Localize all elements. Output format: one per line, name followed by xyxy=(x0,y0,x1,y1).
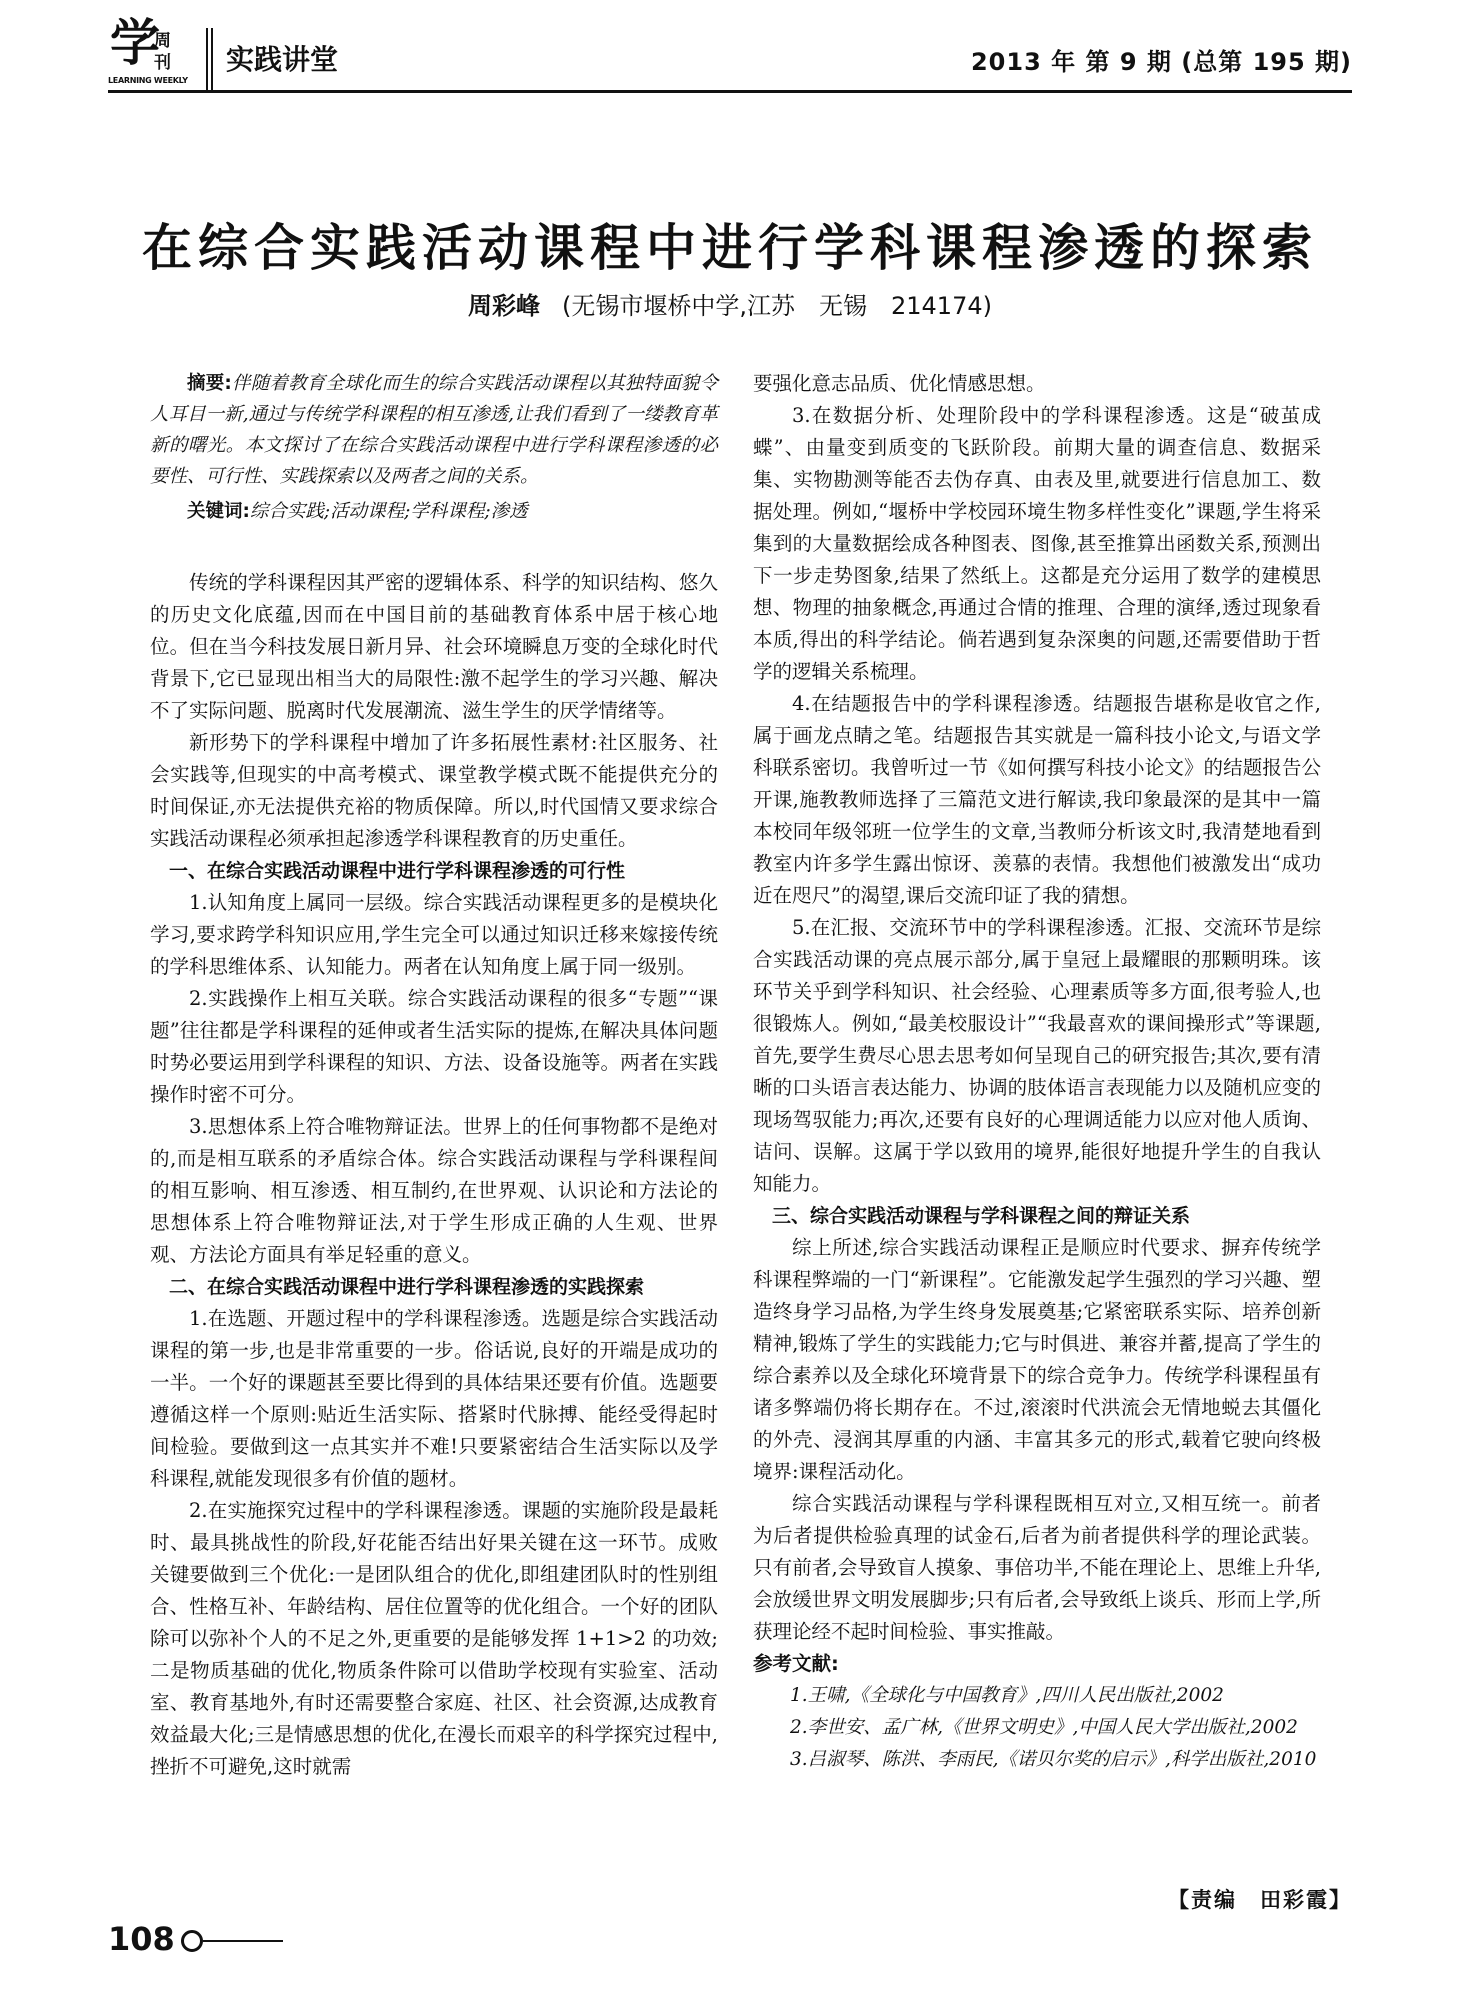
paragraph: 1.在选题、开题过程中的学科课程渗透。选题是综合实践活动课程的第一步,也是非常重要的一步。俗话说,良好的开端是成功的一半。一个好的课题甚至要比得到的具体结果还要有价值。选题要遵循这样一个原则:贴近生活实际、搭紧时代脉搏、能经受得起时间检验。要做到这一点其实并不难!只要紧密结合生活实际以及学科课程,就能发现很多有价值的题材。 xyxy=(150,1307,718,1490)
header-rule xyxy=(108,90,1352,93)
paragraph: 综合实践活动课程与学科课程既相互对立,又相互统一。前者为后者提供检验真理的试金石,后者为前者提供科学的理论武装。只有前者,会导致盲人摸象、事倍功半,不能在理论上、思维上升华,会放缓世界文明发展脚步;只有后者,会导致纸上谈兵、形而上学,所获理论经不起时间检验、事实推敲。 xyxy=(753,1492,1321,1643)
section-heading: 一、在综合实践活动课程中进行学科课程渗透的可行性 xyxy=(169,860,626,882)
logo-sub1: 周 xyxy=(154,31,171,51)
paragraph: 新形势下的学科课程中增加了许多拓展性素材:社区服务、社会实践等,但现实的中高考模式、课堂教学模式既不能提供充分的时间保证,亦无法提供充裕的物质保障。所以,时代国情又要求综合实践活动课程必须承担起渗透学科课程教育的历史重任。 xyxy=(150,731,718,850)
paragraph: 3.在数据分析、处理阶段中的学科课程渗透。这是“破茧成蝶”、由量变到质变的飞跃阶段。前期大量的调查信息、数据采集、实物勘测等能否去伪存真、由表及里,就要进行信息加工、数据处理。例如,“堰桥中学校园环境生物多样性变化”课题,学生将采集到的大量数据绘成各种图表、图像,甚至推算出函数关系,预测出下一步走势图象,结果了然纸上。这都是充分运用了数学的建模思想、物理的抽象概念,再通过合情的推理、合理的演绎,透过现象看本质,得出的科学结论。倘若遇到复杂深奥的问题,还需要借助于哲学的逻辑关系梳理。 xyxy=(753,404,1321,683)
author-name: 周彩峰 xyxy=(468,292,540,320)
references-heading: 参考文献: xyxy=(753,1652,839,1675)
paragraph: 传统的学科课程因其严密的逻辑体系、科学的知识结构、悠久的历史文化底蕴,因而在中国目前的基础教育体系中居于核心地位。但在当今科技发展日新月异、社会环境瞬息万变的全球化时代背景下,它已显现出相当大的局限性:激不起学生的学习兴趣、解决不了实际问题、脱离时代发展潮流、滋生学生的厌学情绪等。 xyxy=(150,571,718,722)
section-heading: 二、在综合实践活动课程中进行学科课程渗透的实践探索 xyxy=(169,1276,645,1298)
issue-info: 2013 年 第 9 期 (总第 195 期) xyxy=(970,48,1352,76)
page-footer xyxy=(108,1920,283,1958)
author-affiliation: (无锡市堰桥中学,江苏 无锡 214174) xyxy=(562,292,992,320)
page-number: 108 xyxy=(108,1920,175,1958)
header-divider xyxy=(206,28,208,90)
abstract xyxy=(150,368,718,492)
logo-english: LEARNING WEEKLY xyxy=(108,76,188,85)
paragraph: 2.实践操作上相互关联。综合实践活动课程的很多“专题”“课题”往往都是学科课程的延伸或者生活实际的提炼,在解决具体问题时势必要运用到学科课程的知识、方法、设备设施等。两者在实践操作时密不可分。 xyxy=(150,987,718,1106)
keywords xyxy=(150,496,718,527)
paragraph: 综上所述,综合实践活动课程正是顺应时代要求、摒弃传统学科课程弊端的一门“新课程”。它能激发起学生强烈的学习兴趣、塑造终身学习品格,为学生终身发展奠基;它紧密联系实际、培养创新精神,锻炼了学生的实践能力;它与时俱进、兼容并蓄,提高了学生的综合素养以及全球化环境背景下的综合竞争力。传统学科课程虽有诸多弊端仍将长期存在。不过,滚滚时代洪流会无情地蜕去其僵化的外壳、浸润其厚重的内涵、丰富其多元的形式,载着它驶向终极境界:课程活动化。 xyxy=(753,1236,1321,1483)
journal-logo xyxy=(108,13,200,90)
logo-char: 学 xyxy=(110,13,156,72)
abstract-label: 摘要: xyxy=(187,373,232,394)
keywords-label: 关键词: xyxy=(187,501,250,522)
abstract-text: 伴随着教育全球化而生的综合实践活动课程以其独特面貌令人耳目一新,通过与传统学科课程的相互渗透,让我们看到了一缕教育革新的曙光。本文探讨了在综合实践活动课程中进行学科课程渗透的必要性、可行性、实践探索以及两者之间的关系。 xyxy=(150,373,718,487)
paragraph: 1.认知角度上属同一层级。综合实践活动课程更多的是模块化学习,要求跨学科知识应用,学生完全可以通过知识迁移来嫁接传统的学科思维体系、认知能力。两者在认知角度上属于同一级别。 xyxy=(150,891,718,978)
paragraph: 4.在结题报告中的学科课程渗透。结题报告堪称是收官之作,属于画龙点睛之笔。结题报告其实就是一篇科技小论文,与语文学科联系密切。我曾听过一节《如何撰写科技小论文》的结题报告公开课,施教教师选择了三篇范文进行解读,我印象最深的是其中一篇本校同年级邻班一位学生的文章,当教师分析该文时,我清楚地看到教室内许多学生露出惊讶、羡慕的表情。我想他们被激发出“成功近在咫尺”的渴望,课后交流印证了我的猜想。 xyxy=(753,692,1321,907)
paragraph: 5.在汇报、交流环节中的学科课程渗透。汇报、交流环节是综合实践活动课的亮点展示部分,属于皇冠上最耀眼的那颗明珠。该环节关乎到学科知识、社会经验、心理素质等多方面,很考验人,也很锻炼人。例如,“最美校服设计”“我最喜欢的课间操形式”等课题,首先,要学生费尽心思去思考如何呈现自己的研究报告;其次,要有清晰的口头语言表达能力、协调的肢体语言表现能力以及随机应变的现场驾驭能力;再次,还要有良好的心理调适能力以应对他人质询、诘问、误解。这属于学以致用的境界,能很好地提升学生的自我认知能力。 xyxy=(753,916,1321,1195)
circle-ornament-icon xyxy=(181,1930,203,1952)
footer-rule xyxy=(203,1940,283,1942)
article-title: 在综合实践活动课程中进行学科课程渗透的探索 xyxy=(142,219,1318,277)
left-column xyxy=(150,368,718,1783)
logo-sub2: 刊 xyxy=(154,53,171,73)
author-line xyxy=(0,286,1460,321)
section-heading: 三、综合实践活动课程与学科课程之间的辩证关系 xyxy=(772,1205,1191,1227)
paragraph: 要强化意志品质、优化情感思想。 xyxy=(753,372,1046,395)
page-header xyxy=(108,13,1352,90)
column-name: 实践讲堂 xyxy=(226,43,339,76)
reference-item: 2.李世安、孟广林,《世界文明史》,中国人民大学出版社,2002 xyxy=(790,1717,1298,1738)
reference-item: 1.王啸,《全球化与中国教育》,四川人民出版社,2002 xyxy=(790,1685,1224,1706)
right-column xyxy=(753,368,1321,1776)
paragraph: 2.在实施探究过程中的学科课程渗透。课题的实施阶段是最耗时、最具挑战性的阶段,好花能否结出好果关键在这一环节。成败关键要做到三个优化:一是团队组合的优化,即组建团队时的性别组合、性格互补、年龄结构、居住位置等的优化组合。一个好的团队除可以弥补个人的不足之外,更重要的是能够发挥 1+1>2 的功效;二是物质基础的优化,物质条件除可以借助学校现有实验室、活动室、教育基地外,有时还需要整合家庭、社区、社会资源,达成教育效益最大化;三是情感思想的优化,在漫长而艰辛的科学探究过程中,挫折不可避免,这时就需 xyxy=(150,1499,718,1778)
reference-item: 3.吕淑琴、陈洪、李雨民,《诺贝尔奖的启示》,科学出版社,2010 xyxy=(790,1749,1317,1770)
keywords-text: 综合实践;活动课程;学科课程;渗透 xyxy=(249,501,528,522)
editor-credit: 【责编 田彩霞】 xyxy=(1168,1888,1352,1912)
header-divider xyxy=(211,28,213,90)
paragraph: 3.思想体系上符合唯物辩证法。世界上的任何事物都不是绝对的,而是相互联系的矛盾综合体。综合实践活动课程与学科课程间的相互影响、相互渗透、相互制约,在世界观、认识论和方法论的思想体系上符合唯物辩证法,对于学生形成正确的人生观、世界观、方法论方面具有举足轻重的意义。 xyxy=(150,1115,718,1266)
